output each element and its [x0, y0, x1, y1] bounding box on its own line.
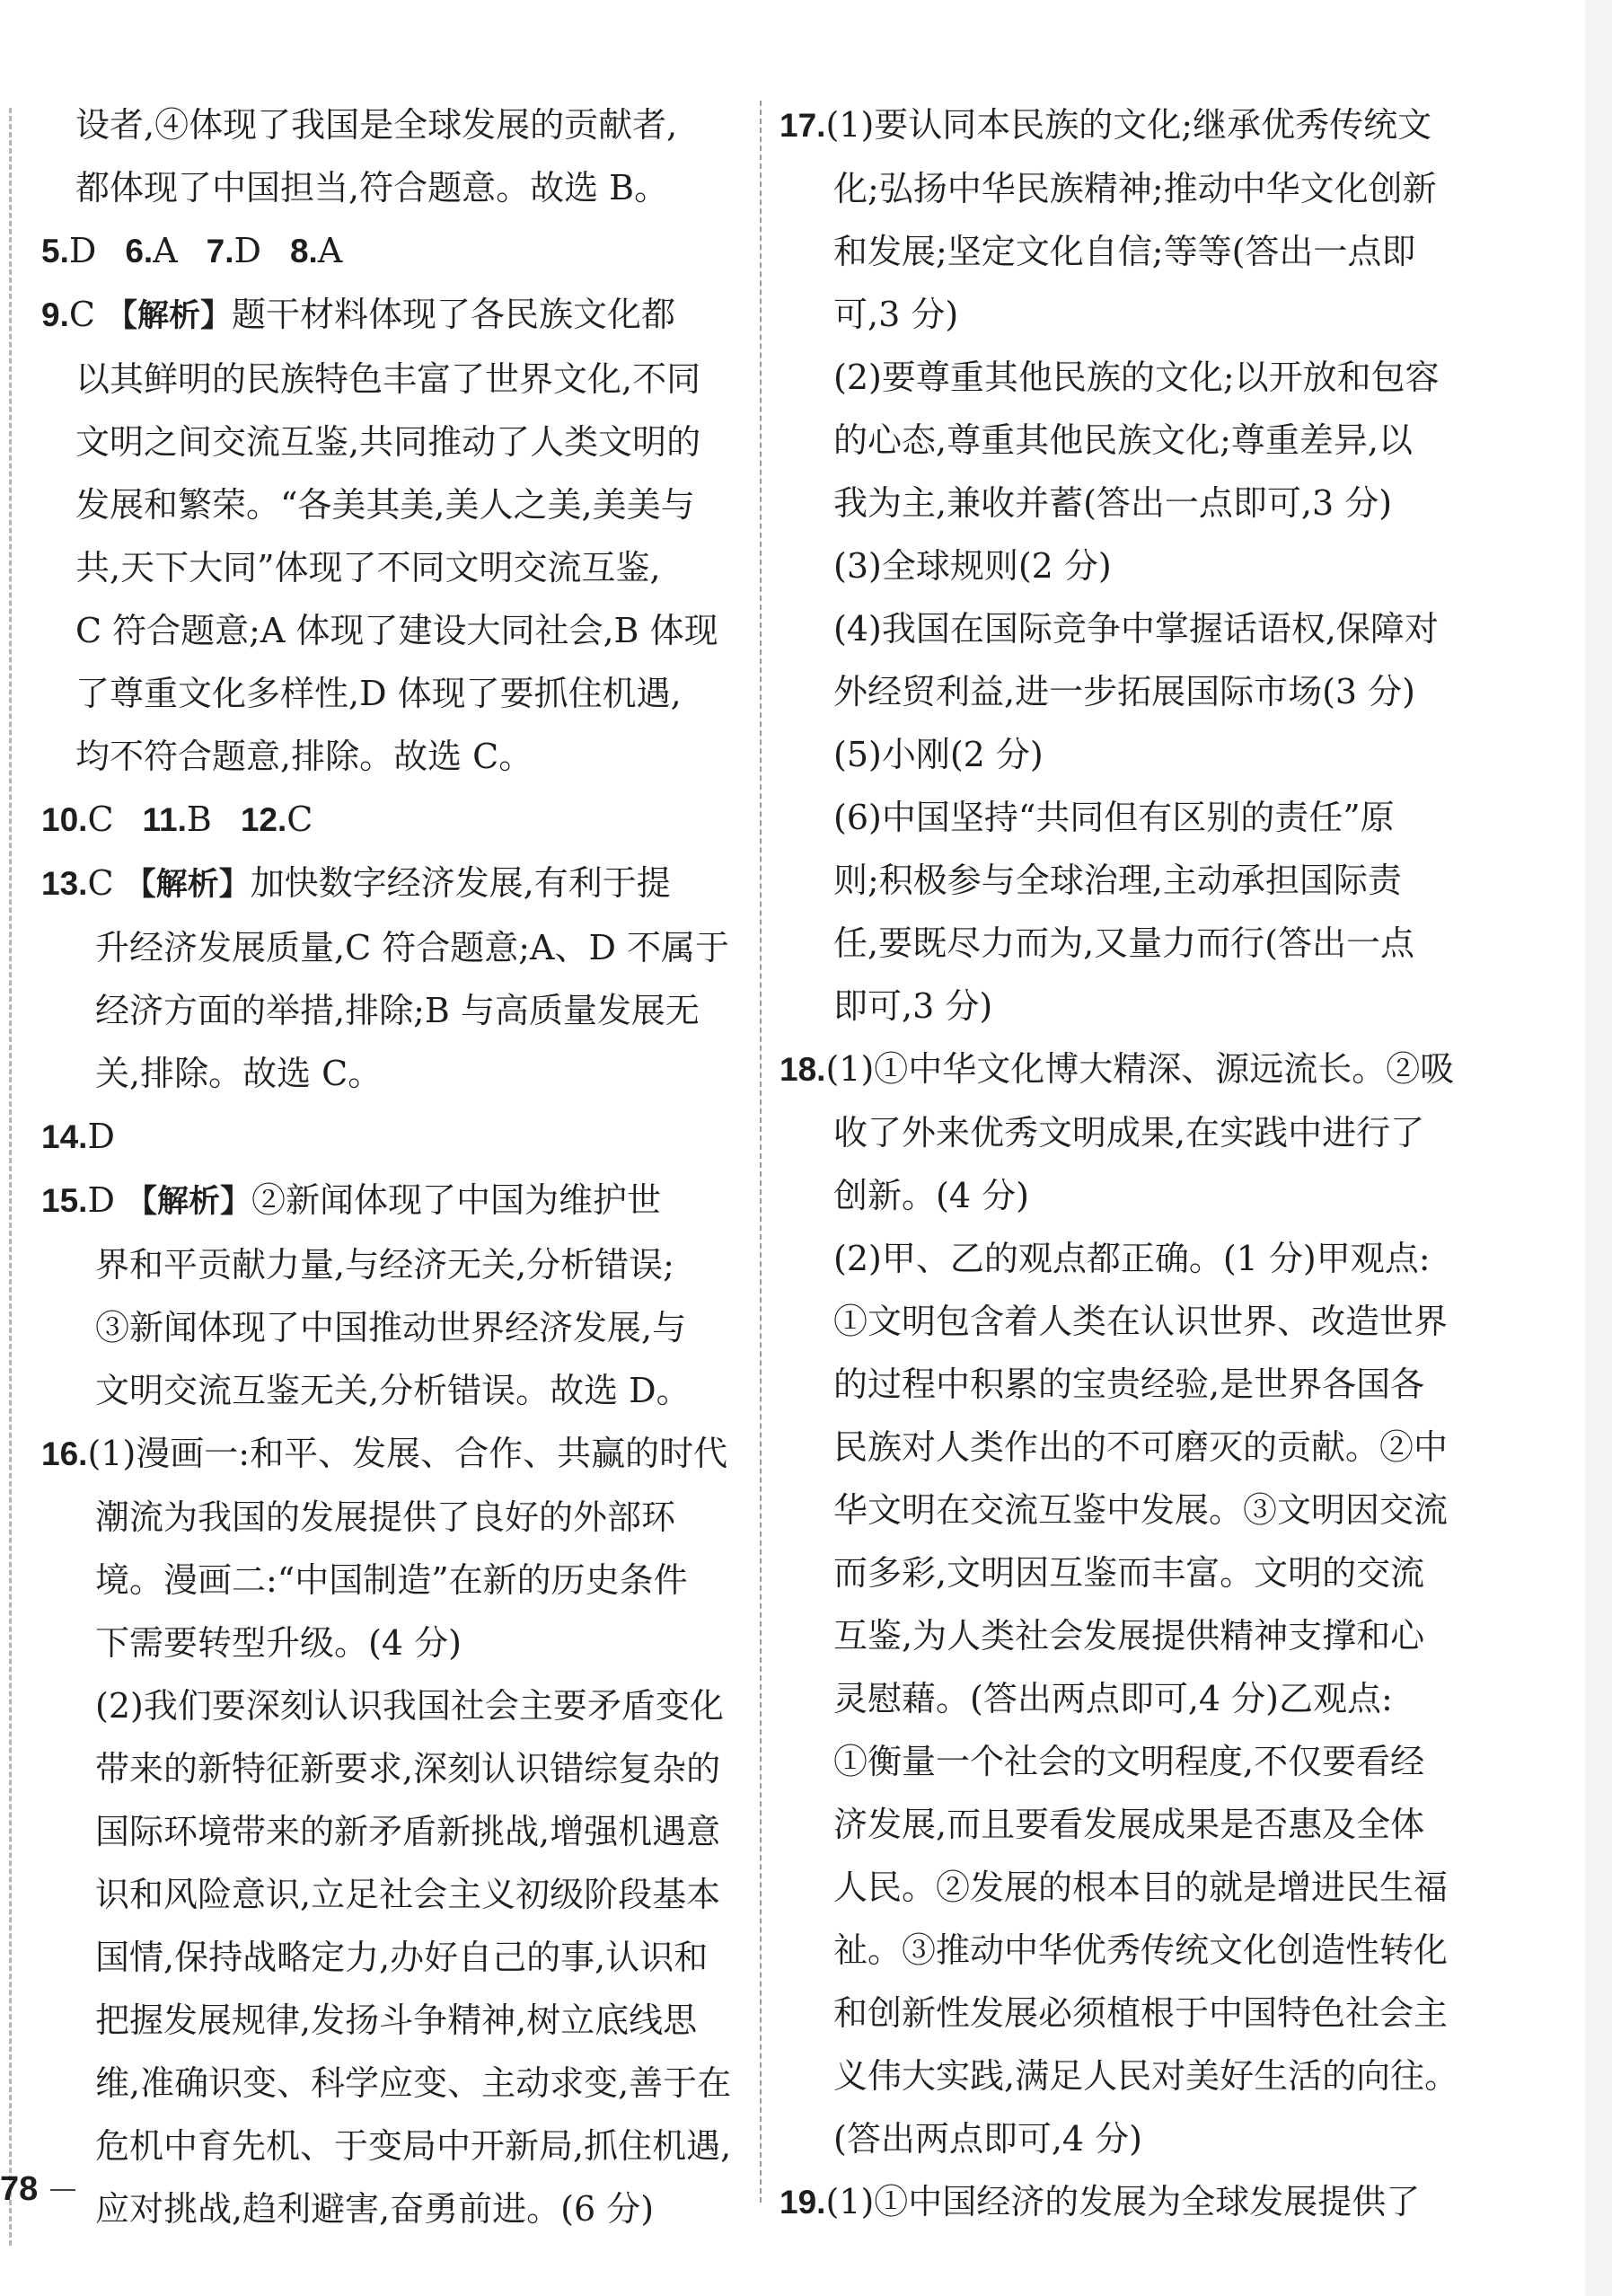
question-line: [41, 1422, 733, 1486]
text-line: 经济方面的举措,排除;B 与高质量发展无: [95, 991, 700, 1030]
text-line: 应对挑战,趋利避害,奋勇前进。(6 分): [95, 2189, 655, 2229]
text-line: 济发展,而且要看发展成果是否惠及全体: [833, 1805, 1425, 1844]
text-line: ③新闻体现了中国推动世界经济发展,与: [95, 1308, 687, 1347]
question-number: 19.: [780, 2184, 826, 2221]
text-line: 升经济发展质量,C 符合题意;A、D 不属于: [95, 928, 730, 967]
analysis-tag: 【解析】: [124, 867, 251, 903]
text-line: 则;积极参与全球治理,主动承担国际责: [833, 861, 1402, 900]
text-line: 和创新性发展必须植根于中国特色社会主: [833, 1993, 1449, 2033]
text-line: 化;弘扬中华民族精神;推动中华文化创新: [833, 169, 1437, 208]
question-number: 16.: [41, 1435, 88, 1472]
question-number: 11.: [142, 801, 187, 838]
question-text: 加快数字经济发展,有利于提: [250, 863, 671, 903]
text-line: (2)要尊重其他民族的文化;以开放和包容: [833, 358, 1440, 397]
text-line: 危机中育先机、于变局中开新局,抓住机遇,: [95, 2126, 732, 2166]
question-line: [41, 283, 733, 348]
gap: [95, 295, 106, 334]
text-line: C 符合题意;A 体现了建设大同社会,B 体现: [75, 611, 718, 650]
text-line: 国情,保持战略定力,办好自己的事,认识和: [95, 1938, 709, 1977]
page-edge-shadow: [1585, 0, 1612, 2296]
question-number: 10.: [41, 801, 88, 838]
text-line: ①衡量一个社会的文明程度,不仅要看经: [833, 1742, 1425, 1781]
right-column: [780, 93, 1570, 2234]
text-line: (5)小刚(2 分): [833, 735, 1044, 774]
question-number: 9.: [41, 296, 69, 333]
text-line: 灵慰藉。(答出两点即可,4 分)乙观点:: [833, 1679, 1393, 1718]
text-line: 义伟大实践,满足人民对美好生活的向往。: [833, 2056, 1459, 2096]
text-line: 国际环境带来的新矛盾新挑战,增强机遇意: [95, 1812, 721, 1851]
text-line: 以其鲜明的民族特色丰富了世界文化,不同: [75, 359, 701, 399]
answer-choice: C: [68, 295, 95, 334]
text-line: 创新。(4 分): [833, 1176, 1029, 1215]
answer-choice: B: [186, 799, 212, 839]
question-number: 18.: [780, 1051, 826, 1088]
answer-choice: D: [87, 1117, 115, 1156]
answer-choice: A: [153, 231, 178, 270]
answer-choice: C: [87, 863, 114, 903]
text-line: 我为主,兼收并蓄(答出一点即可,3 分): [833, 483, 1393, 523]
text-line: 即可,3 分): [833, 986, 993, 1026]
question-number: 14.: [41, 1118, 88, 1155]
question-text: (1)①中华文化博大精深、源远流长。②吸: [825, 1049, 1455, 1089]
text-line: 互鉴,为人类社会发展提供精神支撑和心: [833, 1616, 1425, 1656]
question-line: [41, 852, 733, 916]
text-line: 人民。②发展的根本目的就是增进民生福: [833, 1868, 1449, 1907]
text-line: 下需要转型升级。(4 分): [95, 1623, 462, 1663]
text-line: 华文明在交流互鉴中发展。③文明因交流: [833, 1490, 1449, 1530]
text-line: 维,准确识变、科学应变、主动求变,善于在: [95, 2063, 732, 2103]
question-text: (1)①中国经济的发展为全球发展提供了: [825, 2182, 1421, 2221]
text-line: (2)甲、乙的观点都正确。(1 分)甲观点:: [833, 1239, 1431, 1278]
text-line: 带来的新特征新要求,深刻认识错综复杂的: [95, 1749, 721, 1788]
analysis-tag: 【解析】: [106, 298, 233, 334]
question-number: 15.: [41, 1182, 88, 1219]
text-line: 可,3 分): [833, 295, 959, 334]
text-line: 潮流为我国的发展提供了良好的外部环: [95, 1497, 676, 1537]
text-line: 境。漫画二:“中国制造”在新的历史条件: [95, 1560, 688, 1600]
text-line: ①文明包含着人类在认识世界、改造世界: [833, 1302, 1449, 1341]
text-line: 外经贸利益,进一步拓展国际市场(3 分): [833, 672, 1415, 711]
text-line: (3)全球规则(2 分): [833, 546, 1112, 586]
text-line: 设者,④体现了我国是全球发展的贡献者,: [75, 105, 678, 145]
question-number: 17.: [780, 107, 826, 144]
question-line: [41, 1169, 733, 1233]
question-number: 5.: [41, 233, 69, 269]
question-text: 题干材料体现了各民族文化都: [232, 295, 676, 334]
answer-choice: D: [233, 231, 261, 270]
text-line: 把握发展规律,发扬斗争精神,树立底线思: [95, 2000, 698, 2040]
text-line: 祉。③推动中华优秀传统文化创造性转化: [833, 1930, 1449, 1970]
text-line: 均不符合题意,排除。故选 C。: [75, 737, 533, 776]
text-line: (2)我们要深刻认识我国社会主要矛盾变化: [95, 1686, 724, 1726]
column-divider: [760, 101, 762, 2203]
binding-fold-line: [9, 108, 12, 2246]
text-line: 任,要既尽力而为,又量力而行(答出一点: [833, 923, 1414, 963]
page-number-dash: [50, 2189, 75, 2191]
gap: [114, 863, 125, 903]
question-line: [780, 1038, 1570, 1101]
text-line: 共,天下大同”体现了不同文明交流互鉴,: [75, 548, 661, 587]
text-line: (6)中国坚持“共同但有区别的责任”原: [833, 798, 1395, 837]
text-line: 发展和繁荣。“各美其美,美人之美,美美与: [75, 485, 695, 525]
text-line: (答出两点即可,4 分): [833, 2119, 1142, 2159]
text-line: 而多彩,文明因互鉴而丰富。文明的交流: [833, 1553, 1425, 1593]
question-text: (1)漫画一:和平、发展、合作、共赢的时代: [87, 1434, 728, 1473]
short-answer-line: [41, 1105, 733, 1169]
question-text: ②新闻体现了中国为维护世: [251, 1180, 662, 1220]
text-line: 识和风险意识,立足社会主义初级阶段基本: [95, 1875, 721, 1914]
text-line: 的心态,尊重其他民族文化;尊重差异,以: [833, 420, 1413, 460]
short-answer-line: [41, 219, 733, 283]
page-number: 78: [0, 2170, 39, 2208]
text-line: 了尊重文化多样性,D 体现了要抓住机遇,: [75, 674, 682, 713]
question-number: 12.: [240, 801, 287, 838]
text-line: 文明之间交流互鉴,共同推动了人类文明的: [75, 422, 701, 462]
short-answer-line: [41, 788, 733, 852]
answer-choice: A: [317, 231, 343, 270]
text-line: 收了外来优秀文明成果,在实践中进行了: [833, 1113, 1425, 1152]
question-line: [780, 2170, 1570, 2234]
question-number: 7.: [206, 233, 234, 269]
text-line: (4)我国在国际竞争中掌握话语权,保障对: [833, 609, 1439, 649]
answer-choice: D: [68, 231, 97, 270]
question-text: (1)要认同本民族的文化;继承优秀传统文: [825, 105, 1432, 145]
text-line: 都体现了中国担当,符合题意。故选 B。: [75, 168, 669, 208]
answer-choice: C: [87, 799, 114, 839]
question-number: 8.: [289, 233, 318, 269]
answer-choice: D: [87, 1180, 115, 1220]
text-line: 关,排除。故选 C。: [95, 1054, 383, 1093]
question-number: 6.: [125, 233, 154, 269]
question-number: 13.: [41, 865, 88, 902]
analysis-tag: 【解析】: [126, 1184, 252, 1220]
text-line: 文明交流互鉴无关,分析错误。故选 D。: [95, 1371, 691, 1410]
text-line: 的过程中积累的宝贵经验,是世界各国各: [833, 1364, 1425, 1404]
answer-choice: C: [286, 799, 313, 839]
question-line: [780, 93, 1570, 157]
text-line: 界和平贡献力量,与经济无关,分析错误;: [95, 1245, 674, 1285]
gap: [115, 1180, 126, 1220]
left-column: [41, 93, 733, 2240]
text-line: 民族对人类作出的不可磨灭的贡献。②中: [833, 1427, 1449, 1467]
text-line: 和发展;坚定文化自信;等等(答出一点即: [833, 232, 1416, 271]
